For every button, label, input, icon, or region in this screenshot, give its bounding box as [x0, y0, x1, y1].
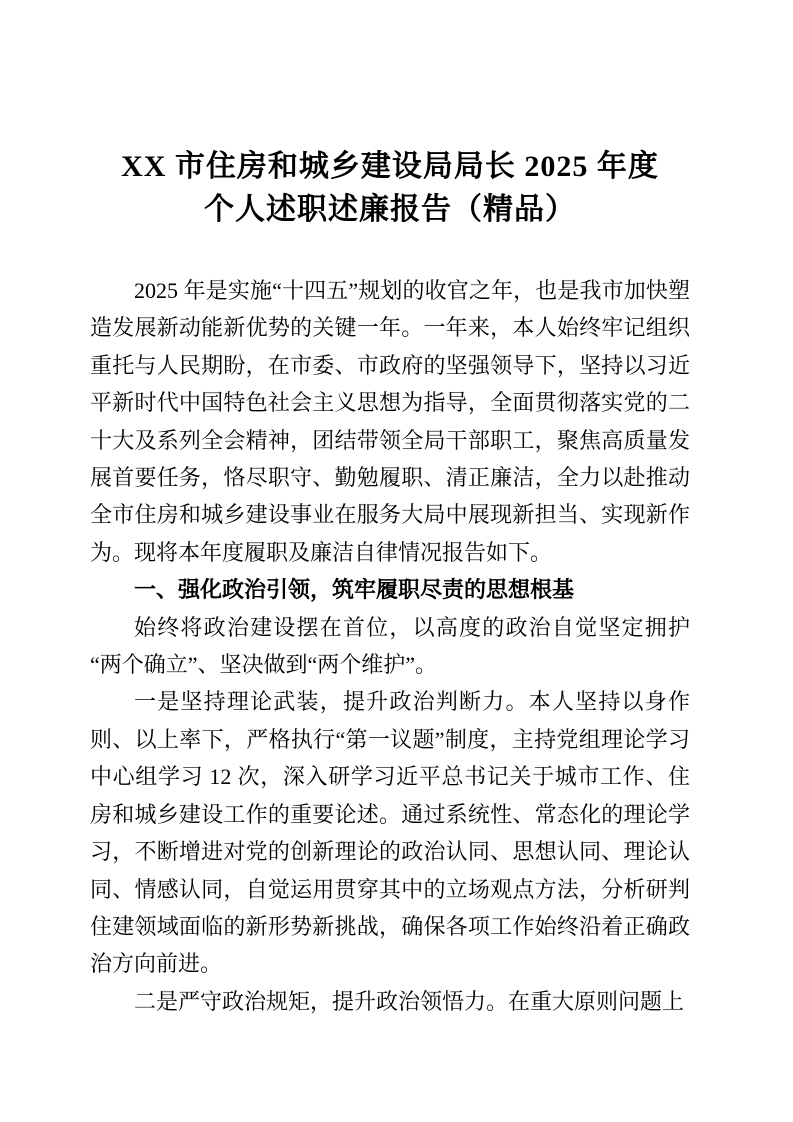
paragraph-political-discipline: 二是严守政治规矩，提升政治领悟力。在重大原则问题上 [134, 988, 685, 1014]
paragraph-political-construction: 始终将政治建设摆在首位，以高度的政治自觉坚定拥护“两个确立”、坚决做到“两个维护”。 [90, 614, 690, 678]
title-line-1: XX 市住房和城乡建设局局长 2025 年度 [121, 150, 659, 183]
paragraph-intro: 2025 年是实施“十四五”规划的收官之年，也是我市加快塑造发展新动能新优势的关键一年。一年来，本人始终牢记组织重托与人民期盼，在市委、市政府的坚强领导下，坚持以习近平新时代中国特色社会主义思想为指导，全面贯彻落实党的二十大及系列全会精神，团结带领全局干部职工，聚焦高质量发展首要任务，恪尽职守、勤勉履职、清正廉洁，全力以赴推动全市住房和城乡建设事业在服务大局中展现新担当、实现新作为。现将本年度履职及廉洁自律情况报告如下。 [90, 278, 690, 565]
title-line-2: 个人述职述廉报告（精品） [204, 193, 576, 226]
paragraph-theory-arming: 一是坚持理论武装，提升政治判断力。本人坚持以身作则、以上率下，严格执行“第一议题”制度，主持党组理论学习中心组学习 12 次，深入研学习近平总书记关于城市工作、住房和城乡建设工作的重要论述。通过系统性、常态化的理论学习，不断增进对党的创新理论的政治认同、思想认同、理论认同、情感认同，自觉运用贯穿其中的立场观点方法，分析研判住建领域面临的新形势新挑战，确保各项工作始终沿着正确政治方向前进。 [90, 689, 690, 977]
section-heading-1: 一、强化政治引领，筑牢履职尽责的思想根基 [134, 577, 575, 603]
document-title [90, 145, 690, 231]
